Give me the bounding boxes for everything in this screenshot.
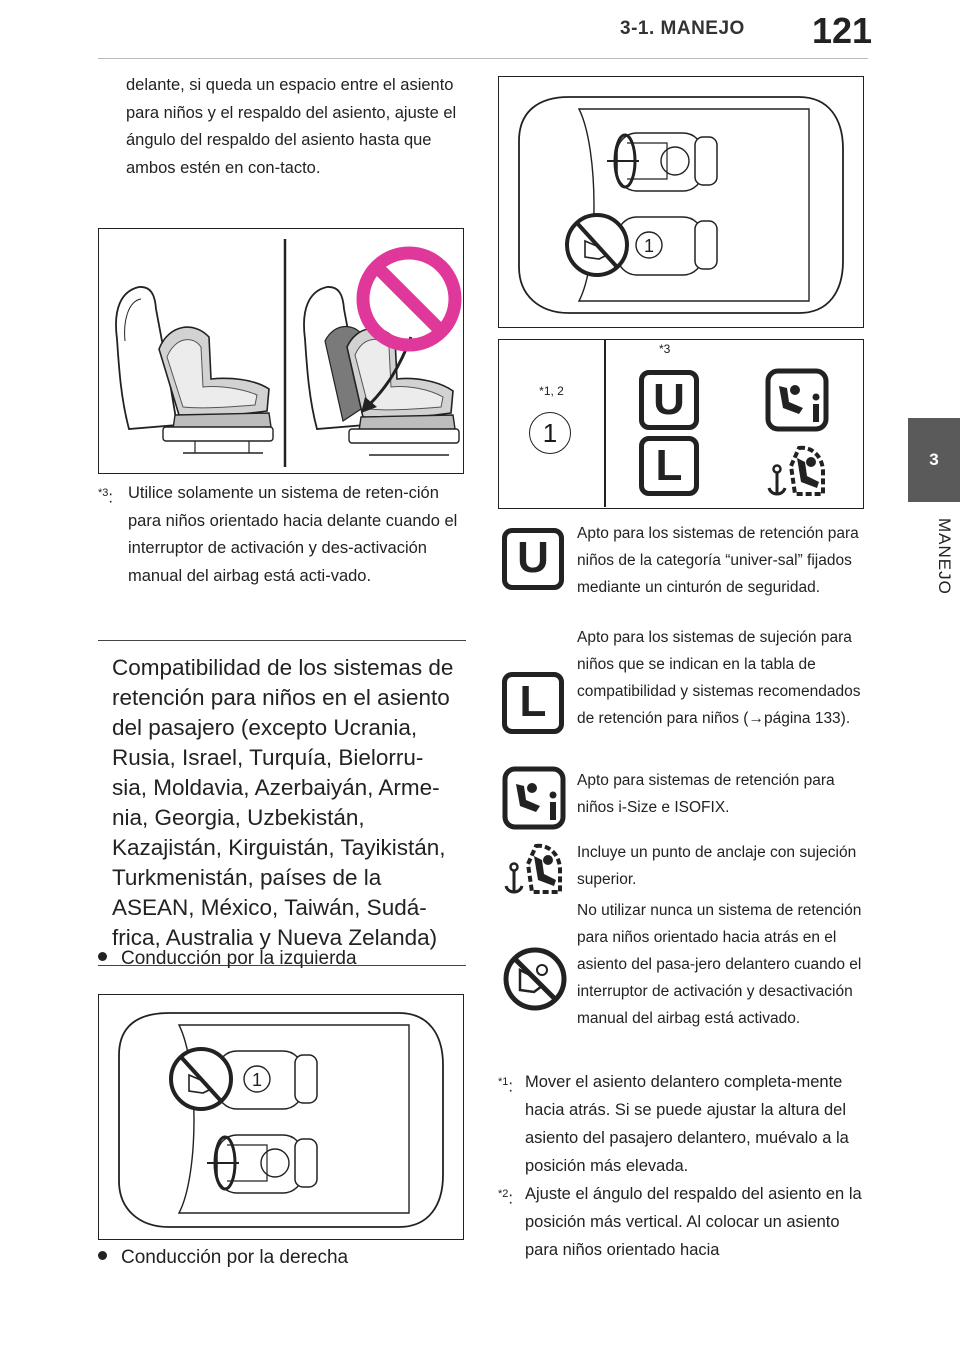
chapter-label: MANEJO [935,518,954,595]
bullet-right-hand-drive: Conducción por la derecha [98,1247,348,1269]
universal-u-icon: U [502,528,564,590]
bullet-dot [98,952,107,961]
seat-number-label: 1 [643,236,655,256]
l-category-icon: L [502,672,564,734]
footnote-1-text: Mover el asiento delantero completa-mente hacia atrás. Si se puede ajustar la altura del asiento del pasajero delantero, muévalo a la posición más elevada. [525,1073,849,1175]
section-title: 3-1. MANEJO [620,18,745,39]
u-badge: U [639,370,699,430]
car-lhd-svg [99,995,462,1238]
seat-angle-illustration [98,228,464,474]
isize-isofix-icon [502,766,566,830]
legend-universal-text: Apto para los sistemas de retención para niños de la categoría “univer-sal” fijados mediante un cinturón de seguridad. [577,525,859,596]
top-tether-icon [502,836,566,900]
table-col2-header: *3 [659,342,671,356]
footnote-2: $^{*2}$: Ajuste el ángulo del respaldo del asiento en la posición más vertical. Al colocar un asiento para niños orientado hacia [498,1180,868,1264]
seat-number-circle: 1 [529,412,571,454]
top-tether-icon [765,438,829,502]
legend-no-rear-facing-text: No utilizar nunca un sistema de retención para niños orientado hacia atrás en el asiento del pasa-jero delantero cuando el interruptor de activación y desactivación manual del airbag está activado. [577,902,862,1027]
seat-number-label: 1 [251,1070,263,1090]
no-rear-facing-icon [502,946,568,1012]
table-col1-header: *1, 2 [539,384,564,398]
legend-isofix-text: Apto para sistemas de retención para niños i-Size e ISOFIX. [577,772,835,816]
car-rhd-svg [499,77,862,326]
note-3: $^{*3}$: Utilice solamente un sistema de reten-ción para niños orientado hacia delante cuando el interruptor de activación y des-activación manual del airbag está acti-vado. [98,480,466,590]
l-badge: L [639,436,699,496]
table-divider [604,340,606,507]
footnote-1: $^{*1}$: Mover el asiento delantero completa-mente hacia atrás. Si se puede ajustar la altura del asiento del pasajero delantero, muévalo a la posición más elevada. [498,1068,868,1180]
intro-paragraph: delante, si queda un espacio entre el asiento para niños y el respaldo del asiento, ajuste el ángulo del respaldo del asiento hasta que ambos estén en con-tacto. [126,76,457,177]
footnote-2-mark: *2 [498,1188,509,1200]
footnote-2-text: Ajuste el ángulo del respaldo del asiento en la posición más vertical. Al colocar un asiento para niños orientado hacia [525,1185,862,1259]
compatibility-table [498,339,864,509]
note-3-text: Utilice solamente un sistema de reten-ción para niños orientado hacia delante cuando el interruptor de activación y des-activación manual del airbag está acti-vado. [128,484,458,585]
legend-tether-text: Incluye un punto de anclaje con sujeción superior. [577,844,857,888]
isize-isofix-icon [765,368,829,432]
car-diagram-lhd [98,994,464,1240]
legend-l-text: Apto para los sistemas de sujeción para niños que se indican en la tabla de compatibilidad y sistemas recomendados de retención para niños (→página 133). [577,629,861,727]
seat-angle-svg [99,229,462,472]
car-diagram-rhd [498,76,864,328]
chapter-tab[interactable]: 3 [908,418,960,502]
footnote-1-mark: *1 [498,1076,509,1088]
bullet-dot [98,1251,107,1260]
page-number: 121 [812,10,873,51]
header-rule [98,58,868,59]
note-3-mark: *3 [98,487,109,499]
compatibility-heading: Compatibilidad de los sistemas de retención para niños en el asiento del pasajero (excepto Ucrania, Rusia, Israel, Turquía, Bielorru-sia, Moldavia, Azerbaiyán, Arme-nia, Georgia, Uzbekistán, Kazajistán, Kirguistán, Tayikistán, Turkmenistán, países de la ASEAN, México, Taiwán, Sudá-frica, Australia y Nueva Zelanda) [98,640,466,966]
bullet-left-hand-drive: Conducción por la izquierda [98,948,357,970]
